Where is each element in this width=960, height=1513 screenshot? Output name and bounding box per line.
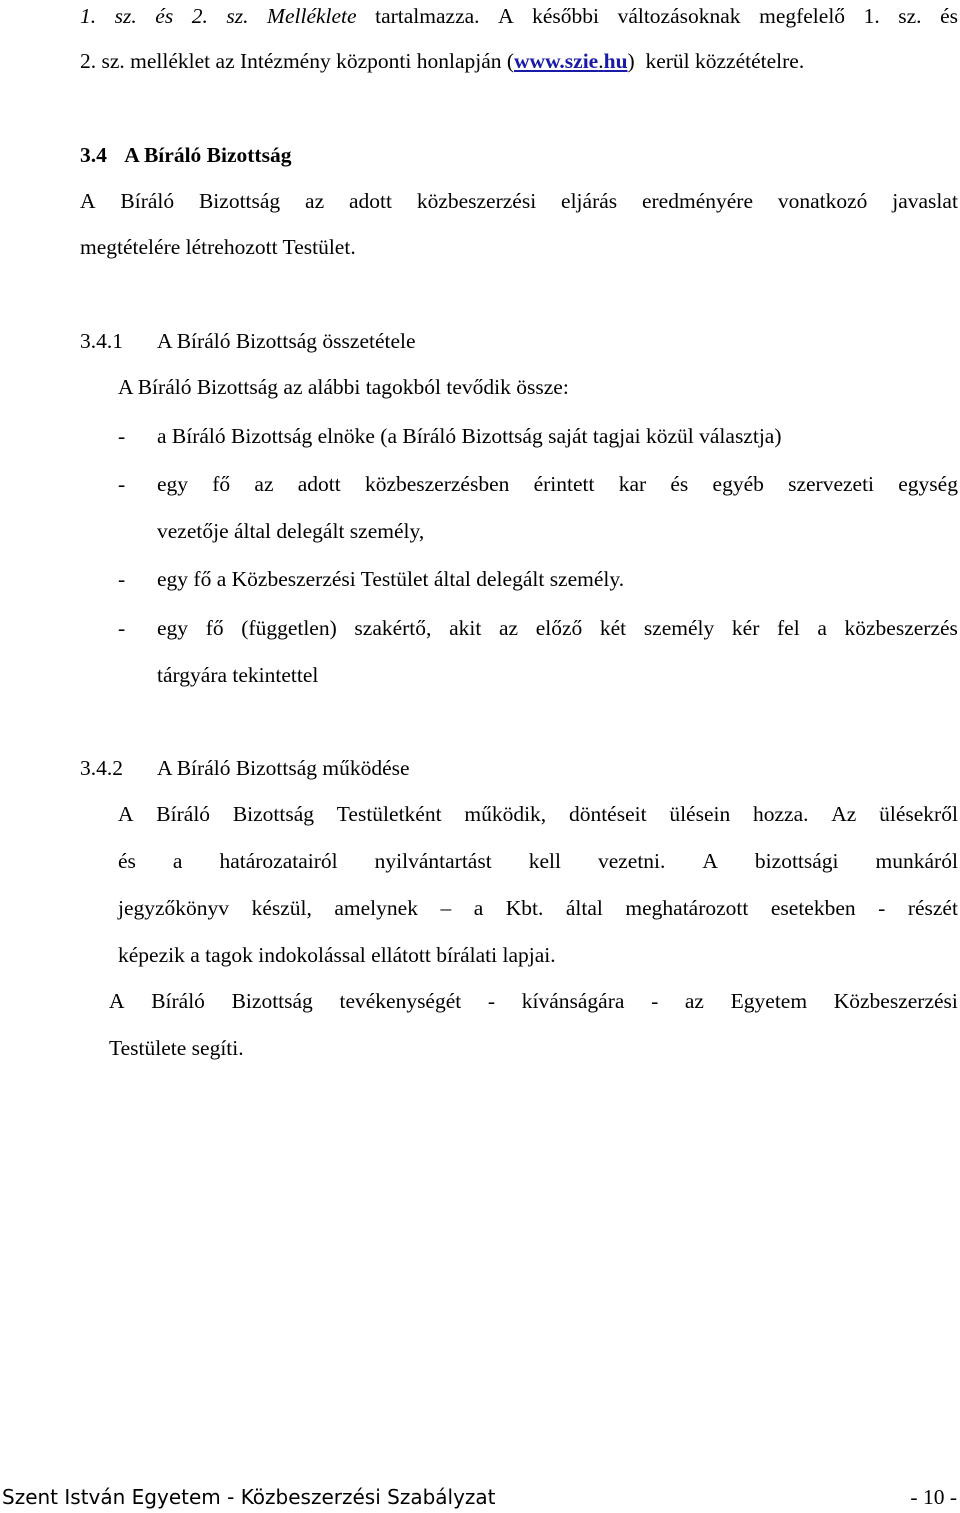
word: Bíráló <box>151 989 205 1013</box>
word: munkáról <box>875 849 958 873</box>
list-item-2-line-2: vezetője által delegált személy, <box>157 519 425 543</box>
word: az <box>254 472 274 496</box>
word: készül, <box>251 896 312 920</box>
section-title-3-4-1: A Bíráló Bizottság összetétele <box>157 329 416 353</box>
word: egyéb <box>712 472 764 496</box>
word: – <box>440 896 452 920</box>
list-item-4-line-2: tárgyára tekintettel <box>157 663 319 687</box>
heading-number: 3.4.2 <box>80 756 123 780</box>
word: adott <box>297 472 341 496</box>
text: ) kerül közzétételre. <box>627 49 805 73</box>
word: akit <box>449 616 482 640</box>
operation-paragraph-line-4: képezik a tagok indokolással ellátott bírálati lapjai. <box>118 943 556 967</box>
list-item-2-line-1 <box>157 470 958 498</box>
word: Bizottság <box>232 802 315 826</box>
operation-paragraph-line-1 <box>118 800 958 828</box>
word: ülésekről <box>879 802 958 826</box>
heading-title: A Bíráló Bizottság <box>124 143 292 167</box>
operation-paragraph-line-2 <box>118 847 958 875</box>
word: Egyetem <box>730 989 808 1013</box>
link-text: www.szie <box>514 49 599 73</box>
section-3-4-paragraph-line-2: megtételére létrehozott Testület. <box>80 235 356 259</box>
page-number: - 10 - <box>910 1485 957 1509</box>
word: javaslat <box>892 189 958 213</box>
footer-title: Szent István Egyetem - Közbeszerzési Szabályzat <box>2 1485 496 1509</box>
word: közbeszerzésben <box>364 472 510 496</box>
website-link[interactable] <box>514 49 628 73</box>
bullet-dash: - <box>118 616 126 640</box>
word: változásoknak <box>617 4 741 28</box>
word: A <box>80 189 96 213</box>
word: adott <box>348 189 392 213</box>
word: egy <box>157 616 189 640</box>
word: határozatairól <box>219 849 338 873</box>
word: Bíráló <box>120 189 175 213</box>
word: sz. <box>226 4 249 28</box>
bullet-dash: - <box>118 472 126 496</box>
list-item-4-line-1 <box>157 614 958 642</box>
word: tevékenységét <box>339 989 462 1013</box>
word: kell <box>528 849 561 873</box>
word: A <box>498 4 514 28</box>
section-heading-3-4-2 <box>80 754 123 782</box>
word: meghatározott <box>625 896 749 920</box>
word: kar <box>618 472 647 496</box>
section-heading-3-4 <box>80 141 291 169</box>
word: döntéseit <box>568 802 647 826</box>
word: és <box>155 4 174 28</box>
page-footer <box>2 1483 957 1513</box>
word: jegyzőkönyv <box>118 896 230 920</box>
word: szervezeti <box>788 472 875 496</box>
word: 1. <box>863 4 880 28</box>
word: Kbt. <box>505 896 544 920</box>
word: a <box>473 896 484 920</box>
word: - <box>651 989 659 1013</box>
word: fő <box>212 472 231 496</box>
word: amelynek <box>334 896 418 920</box>
word: közbeszerzés <box>844 616 958 640</box>
text: 2. sz. melléklet az Intézmény központi honlapján ( <box>80 49 515 73</box>
word: esetekben <box>770 896 856 920</box>
word: - <box>878 896 886 920</box>
word: A <box>702 849 718 873</box>
word: a <box>817 616 827 640</box>
word: az <box>498 616 519 640</box>
word: későbbi <box>532 4 600 28</box>
bullet-dash: - <box>118 424 126 448</box>
word: Bizottság <box>198 189 281 213</box>
word: eredményére <box>641 189 753 213</box>
operation-paragraph-line-6: Testülete segíti. <box>109 1036 244 1060</box>
word: és <box>670 472 689 496</box>
word: tartalmazza. <box>375 4 480 28</box>
word: Bizottság <box>231 989 313 1013</box>
word: sz. <box>114 4 137 28</box>
word: fő <box>205 616 224 640</box>
word: és <box>118 849 136 873</box>
word: közbeszerzési <box>416 189 537 213</box>
attachment-note-line-2 <box>80 47 804 75</box>
list-item-1: a Bíráló Bizottság elnöke (a Bíráló Bizottság saját tagjai közül választja) <box>157 424 782 448</box>
word: 2. <box>191 4 208 28</box>
word: bizottsági <box>754 849 839 873</box>
word: hozza. <box>753 802 809 826</box>
word: vezetni. <box>597 849 666 873</box>
word: fel <box>777 616 800 640</box>
word: kér <box>731 616 760 640</box>
word: eljárás <box>561 189 618 213</box>
operation-paragraph-line-5 <box>109 987 958 1015</box>
word: sz. <box>898 4 922 28</box>
section-3-4-paragraph-line-1 <box>80 187 958 215</box>
word: nyilvántartást <box>374 849 492 873</box>
word: az <box>305 189 325 213</box>
section-title-3-4-2: A Bíráló Bizottság működése <box>157 756 410 780</box>
link-dot: . <box>598 49 604 73</box>
bullet-dash: - <box>118 567 126 591</box>
word: Az <box>831 802 857 826</box>
word: (független) <box>241 616 337 640</box>
word: érintett <box>533 472 595 496</box>
attachment-note-line-1 <box>80 2 958 30</box>
word: a <box>172 849 183 873</box>
word: megfelelő <box>759 4 846 28</box>
word: egy <box>157 472 189 496</box>
word: két <box>599 616 627 640</box>
word: szakértő, <box>354 616 432 640</box>
word: előző <box>535 616 583 640</box>
list-item-3: egy fő a Közbeszerzési Testület által delegált személy. <box>157 567 625 591</box>
word: által <box>565 896 603 920</box>
word: A <box>109 989 125 1013</box>
operation-paragraph-line-3 <box>118 894 958 922</box>
word: Közbeszerzési <box>833 989 958 1013</box>
word: ülésein <box>669 802 731 826</box>
word: egység <box>898 472 958 496</box>
heading-number: 3.4 <box>80 143 107 167</box>
word: A <box>118 802 134 826</box>
word: 1. <box>80 4 97 28</box>
word: részét <box>907 896 958 920</box>
word: személy <box>643 616 715 640</box>
word: működik, <box>464 802 547 826</box>
word: Bíráló <box>156 802 211 826</box>
word: kívánságára <box>521 989 625 1013</box>
composition-intro: A Bíráló Bizottság az alábbi tagokból tevődik össze: <box>118 375 569 399</box>
word: és <box>940 4 958 28</box>
word: Melléklete <box>267 4 357 28</box>
word: az <box>684 989 704 1013</box>
heading-number: 3.4.1 <box>80 329 123 353</box>
word: vonatkozó <box>777 189 868 213</box>
word: - <box>487 989 496 1013</box>
word: Testületként <box>336 802 442 826</box>
link-text: hu <box>603 49 628 73</box>
section-heading-3-4-1 <box>80 327 123 355</box>
